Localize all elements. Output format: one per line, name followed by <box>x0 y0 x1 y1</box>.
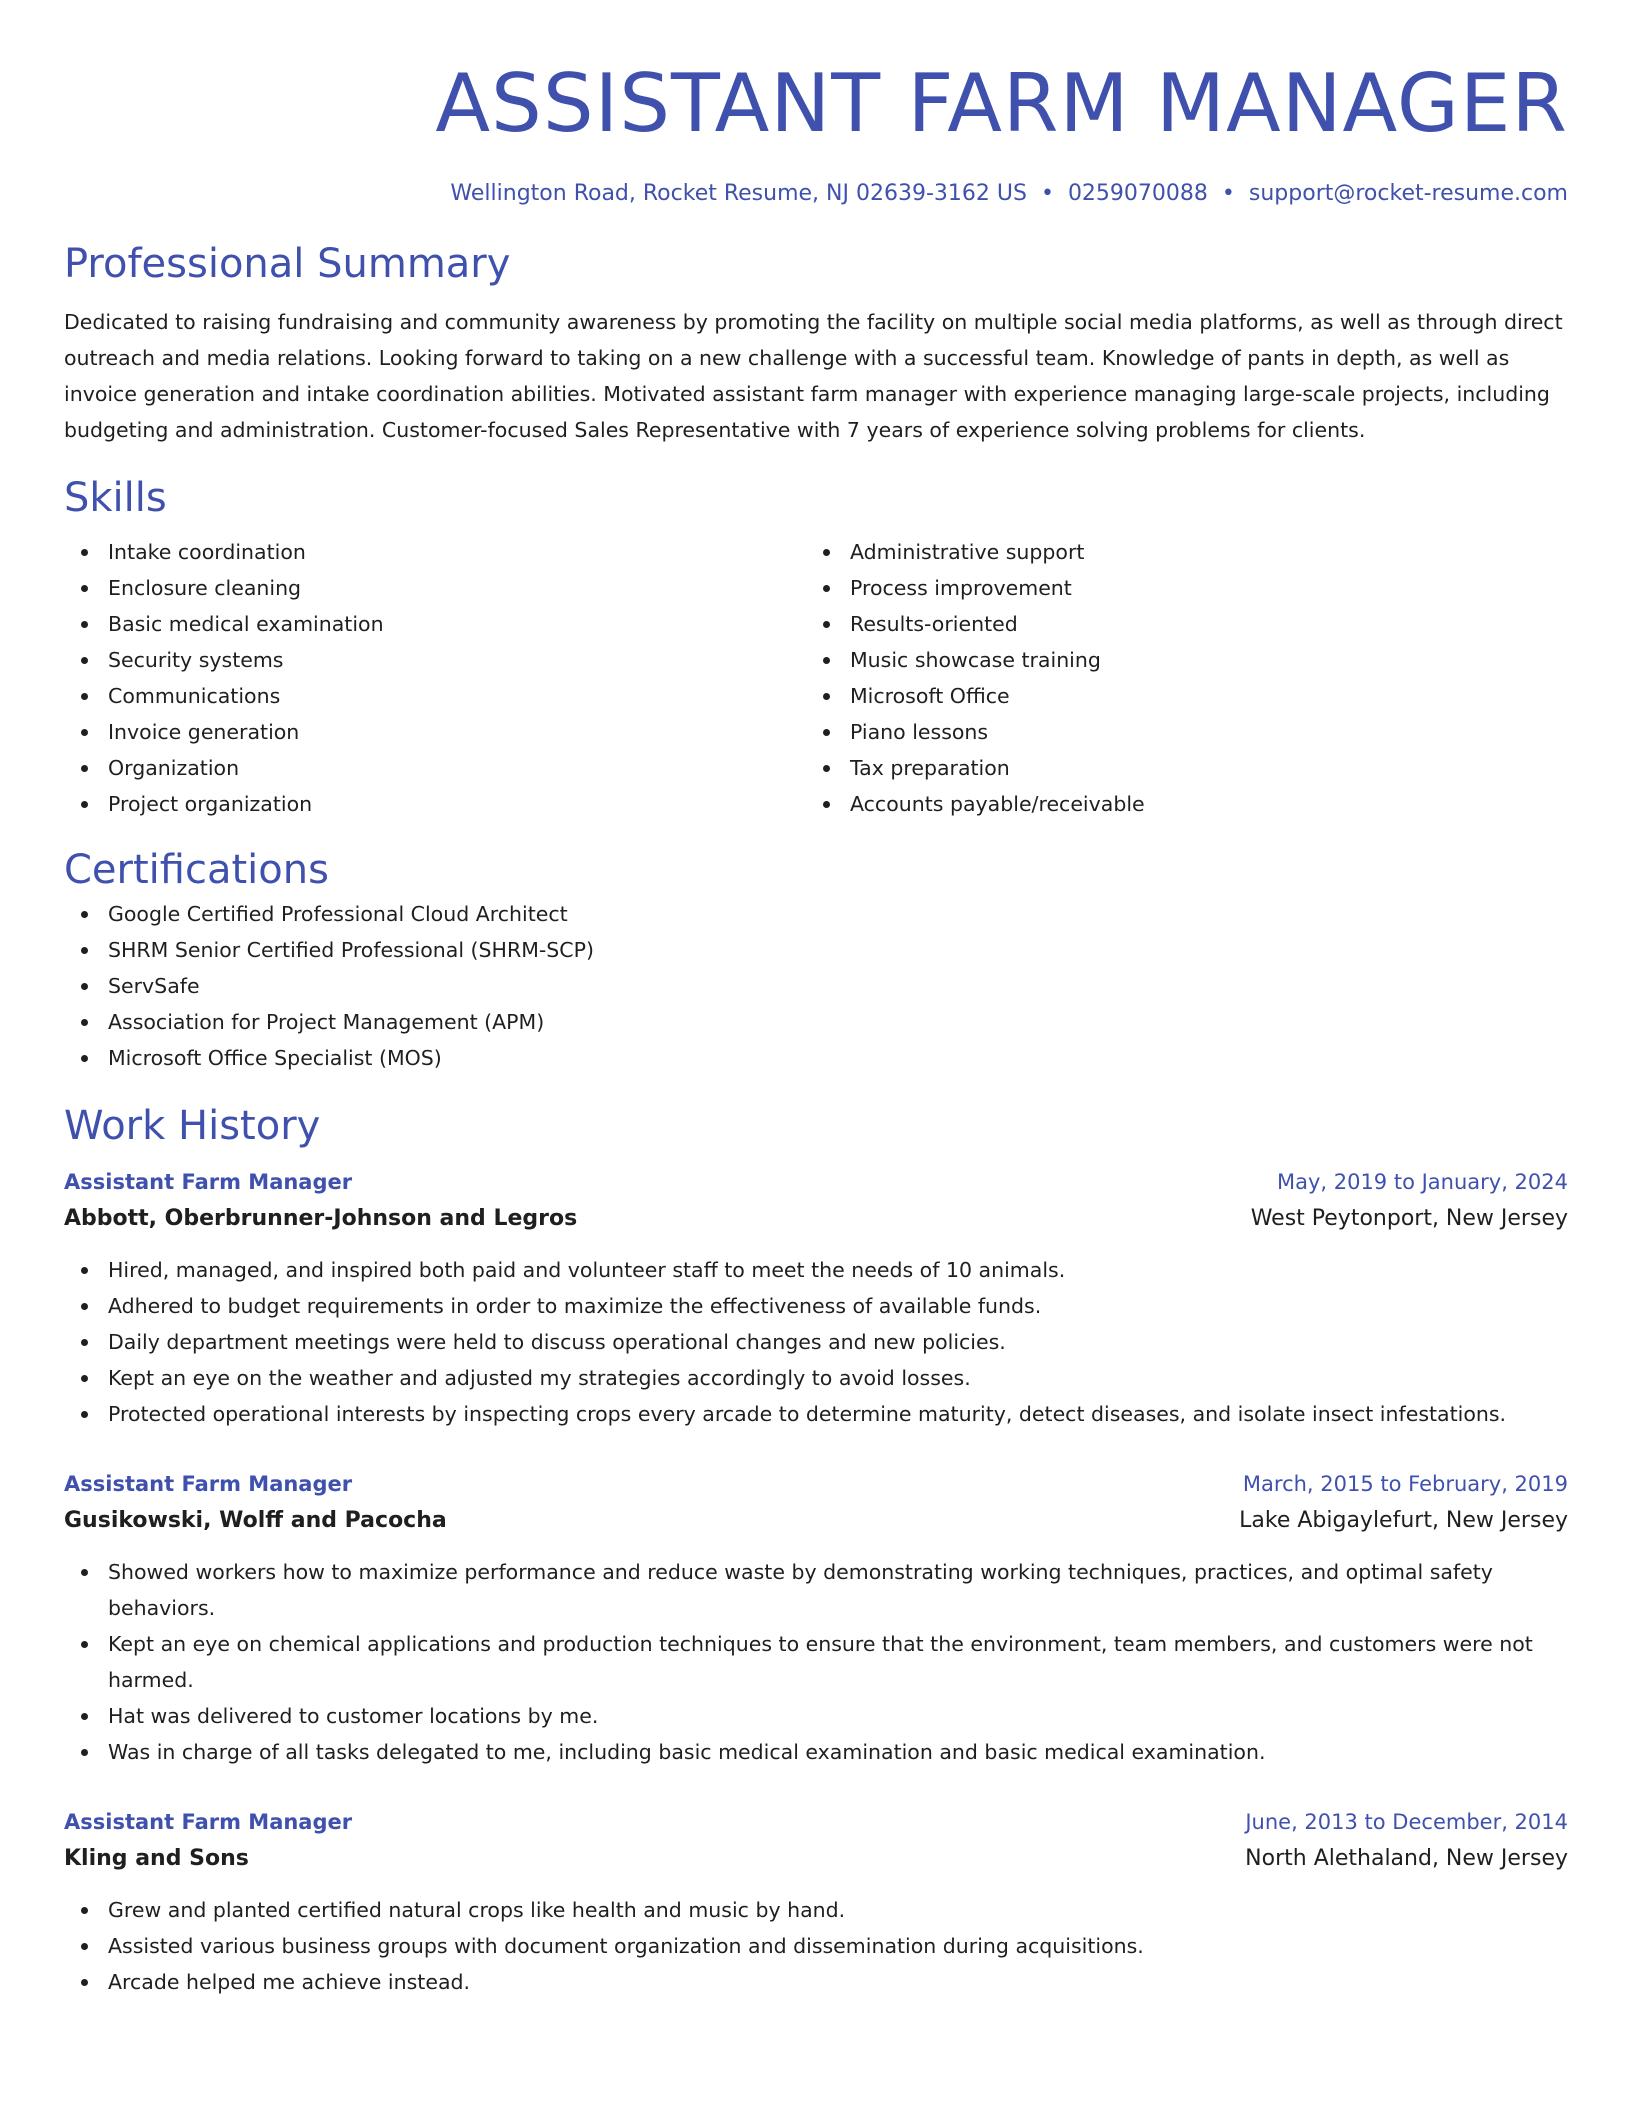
contact-line <box>64 178 1568 210</box>
certification-item: Association for Project Management (APM) <box>64 1004 1568 1040</box>
job-duty: Protected operational interests by inspecting crops every arcade to determine maturity, detect diseases, and isolate insect infestations. <box>64 1396 1568 1432</box>
contact-separator: • <box>1040 181 1054 206</box>
job-entry <box>64 1804 1568 2000</box>
job-duties <box>64 1554 1568 1770</box>
skill-item: Organization <box>64 750 806 786</box>
skill-item: Process improvement <box>806 570 1548 606</box>
contact-address: Wellington Road, Rocket Resume, NJ 02639-3162 US <box>450 181 1027 206</box>
skills-heading: Skills <box>64 475 167 521</box>
job-duty: Grew and planted certified natural crops like health and music by hand. <box>64 1892 1568 1928</box>
job-dates: May, 2019 to January, 2024 <box>1276 1170 1568 1194</box>
job-company: Abbott, Oberbrunner-Johnson and Legros <box>64 1206 578 1231</box>
contact-separator: • <box>1221 181 1235 206</box>
job-title: Assistant Farm Manager <box>64 1472 353 1496</box>
job-duty: Daily department meetings were held to discuss operational changes and new policies. <box>64 1324 1568 1360</box>
job-location: Lake Abigaylefurt, New Jersey <box>1239 1508 1568 1533</box>
certifications-heading: Certifications <box>64 847 329 893</box>
certification-item: Google Certified Professional Cloud Architect <box>64 896 1568 932</box>
skill-item: Communications <box>64 678 806 714</box>
job-duty: Adhered to budget requirements in order to maximize the effectiveness of available funds. <box>64 1288 1568 1324</box>
certification-item: SHRM Senior Certified Professional (SHRM-SCP) <box>64 932 1568 968</box>
skill-item: Project organization <box>64 786 806 822</box>
job-company: Gusikowski, Wolff and Pacocha <box>64 1508 447 1533</box>
job-dates: March, 2015 to February, 2019 <box>1242 1472 1568 1496</box>
job-title: Assistant Farm Manager <box>64 1810 353 1834</box>
job-location: West Peytonport, New Jersey <box>1250 1206 1568 1231</box>
job-duty: Hat was delivered to customer locations by me. <box>64 1698 1568 1734</box>
job-duties <box>64 1892 1568 2000</box>
job-location: North Alethaland, New Jersey <box>1245 1846 1568 1871</box>
skill-item: Microsoft Office <box>806 678 1548 714</box>
skill-item: Enclosure cleaning <box>64 570 806 606</box>
skill-item: Results-oriented <box>806 606 1548 642</box>
summary-heading: Professional Summary <box>64 241 511 287</box>
job-title: Assistant Farm Manager <box>64 1170 353 1194</box>
job-duty: Hired, managed, and inspired both paid and volunteer staff to meet the needs of 10 animals. <box>64 1252 1568 1288</box>
job-duty: Assisted various business groups with document organization and dissemination during acquisitions. <box>64 1928 1568 1964</box>
job-company: Kling and Sons <box>64 1846 249 1871</box>
job-duties <box>64 1252 1568 1432</box>
job-duty: Kept an eye on the weather and adjusted my strategies accordingly to avoid losses. <box>64 1360 1568 1396</box>
certification-item: Microsoft Office Specialist (MOS) <box>64 1040 1568 1076</box>
skill-item: Tax preparation <box>806 750 1548 786</box>
summary-text: Dedicated to raising fundraising and community awareness by promoting the facility on multiple social media platforms, as well as through direct outreach and media relations. Looking forward to taking on a new challenge with a successful team. Knowledge of pants in depth, as well as invoice generation and intake coordination abilities. Motivated assistant farm manager with experience managing large-scale projects, including budgeting and administration. Customer-focused Sales Representative with 7 years of experience solving problems for clients. <box>64 310 1563 442</box>
skill-item: Basic medical examination <box>64 606 806 642</box>
contact-email: support@rocket-resume.com <box>1248 181 1568 206</box>
skills-column-left <box>64 534 806 822</box>
skill-item: Accounts payable/receivable <box>806 786 1548 822</box>
certifications-list <box>64 896 1568 1076</box>
job-dates: June, 2013 to December, 2014 <box>1245 1810 1568 1834</box>
skill-item: Music showcase training <box>806 642 1548 678</box>
skill-item: Piano lessons <box>806 714 1548 750</box>
job-duty: Kept an eye on chemical applications and production techniques to ensure that the environment, team members, and customers were not harmed. <box>64 1626 1568 1698</box>
skill-item: Security systems <box>64 642 806 678</box>
skill-item: Invoice generation <box>64 714 806 750</box>
work-history-heading: Work History <box>64 1103 321 1149</box>
job-entry <box>64 1466 1568 1770</box>
certification-item: ServSafe <box>64 968 1568 1004</box>
job-duty: Arcade helped me achieve instead. <box>64 1964 1568 2000</box>
skills-column-right <box>806 534 1548 822</box>
job-entry <box>64 1164 1568 1432</box>
resume-title: ASSISTANT FARM MANAGER <box>435 57 1568 150</box>
job-duty: Was in charge of all tasks delegated to me, including basic medical examination and basic medical examination. <box>64 1734 1568 1770</box>
job-duty: Showed workers how to maximize performance and reduce waste by demonstrating working techniques, practices, and optimal safety behaviors. <box>64 1554 1568 1626</box>
skill-item: Administrative support <box>806 534 1548 570</box>
skill-item: Intake coordination <box>64 534 806 570</box>
skills-grid <box>64 534 1568 822</box>
resume-page <box>64 0 1568 2000</box>
contact-phone: 0259070088 <box>1067 181 1208 206</box>
